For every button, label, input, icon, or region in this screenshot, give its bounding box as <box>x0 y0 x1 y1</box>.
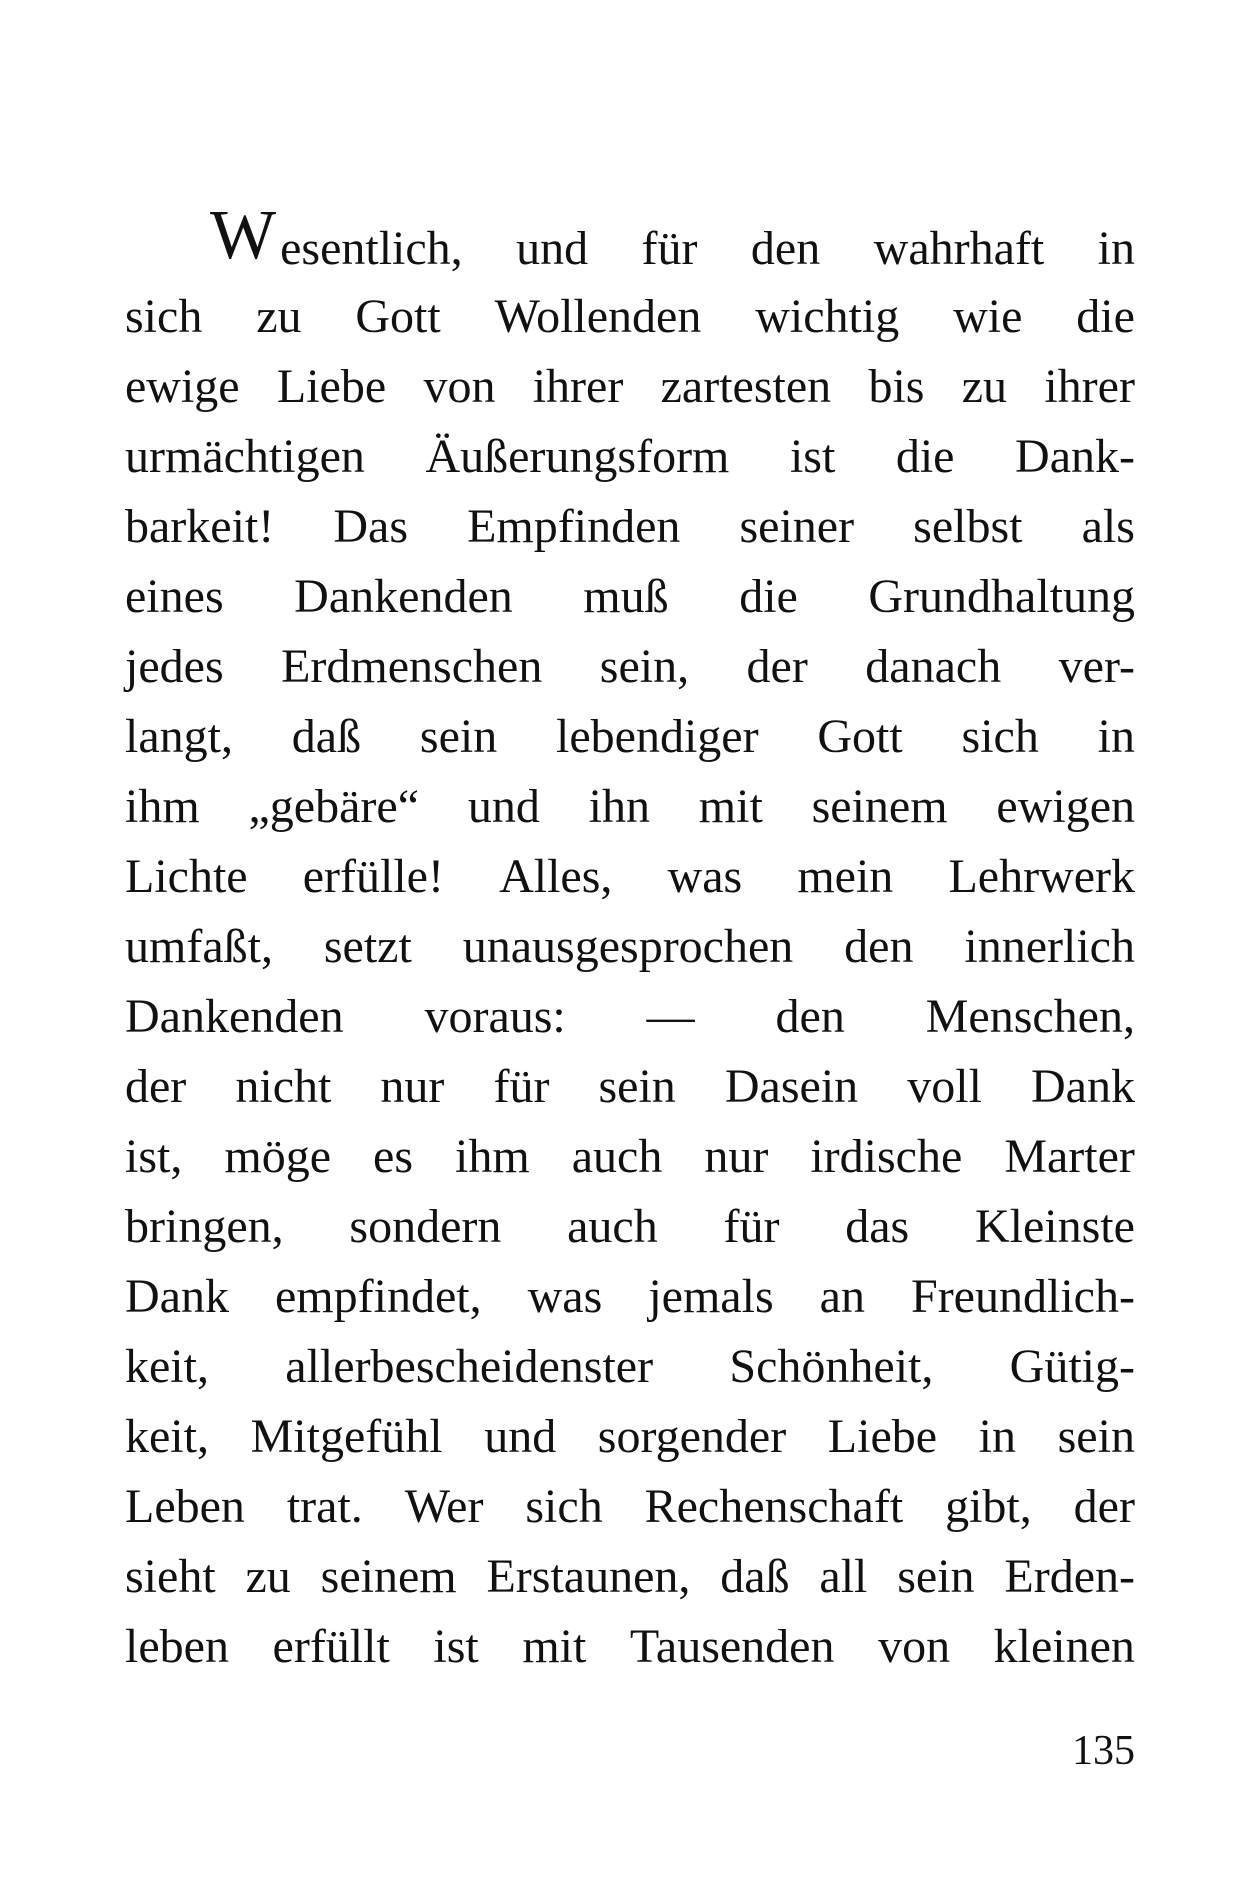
word: mit <box>522 1620 587 1673</box>
word: und <box>484 1410 557 1463</box>
word: Wollenden <box>494 290 702 343</box>
text-line <box>125 1472 1135 1542</box>
word: irdische <box>810 1130 963 1183</box>
text-line <box>125 1542 1135 1612</box>
word: Dankenden <box>294 570 513 623</box>
word: wichtig <box>755 290 900 343</box>
word: ver- <box>1058 640 1135 693</box>
word: ihm <box>455 1130 530 1183</box>
word: auch <box>571 1130 663 1183</box>
first-line-text <box>280 214 1135 284</box>
word: Erdmenschen <box>281 640 543 693</box>
word: Lichte <box>125 850 248 903</box>
word: zu <box>256 290 302 343</box>
word: Empfinden <box>467 500 681 553</box>
text-line <box>125 1052 1135 1122</box>
word: ist <box>789 430 836 483</box>
word: wahrhaft <box>873 222 1045 275</box>
word: erfüllt <box>272 1620 390 1673</box>
word: sein, <box>599 640 690 693</box>
word: auch <box>567 1200 658 1253</box>
word: „gebäre“ <box>248 780 419 833</box>
word: bis <box>868 360 925 413</box>
word: nicht <box>235 1060 332 1113</box>
word: das <box>845 1200 910 1253</box>
word: innerlich <box>964 920 1135 973</box>
word: seiner <box>739 500 855 553</box>
word: als <box>1081 500 1135 553</box>
word: selbst <box>913 500 1023 553</box>
word: sieht <box>125 1550 216 1603</box>
word: Tausenden <box>629 1620 835 1673</box>
word: voraus: <box>424 990 566 1043</box>
text-line <box>125 1402 1135 1472</box>
body-text <box>125 197 1135 1682</box>
word: leben <box>125 1620 229 1673</box>
word: in <box>978 1410 1017 1463</box>
word: erfülle! <box>302 850 444 903</box>
word: zartesten <box>660 360 832 413</box>
word: Mitgefühl <box>250 1410 443 1463</box>
text-line <box>125 282 1135 352</box>
word: sorgender <box>597 1410 787 1463</box>
text-line <box>125 982 1135 1052</box>
word: empfindet, <box>275 1270 482 1323</box>
word: Gott <box>817 710 903 763</box>
word: Liebe <box>276 360 387 413</box>
word: und <box>467 780 540 833</box>
word: Gütig- <box>1009 1340 1135 1393</box>
word: Grundhaltung <box>868 570 1135 623</box>
word: Erden- <box>1004 1550 1135 1603</box>
word: seinem <box>811 780 948 833</box>
word: Schönheit, <box>729 1340 934 1393</box>
word: ihn <box>588 780 650 833</box>
word: der <box>1073 1480 1135 1533</box>
word: von <box>423 360 496 413</box>
word: Das <box>333 500 408 553</box>
word: keit, <box>125 1410 209 1463</box>
word: in <box>1097 222 1135 275</box>
word: ihm <box>125 780 200 833</box>
word: die <box>895 430 955 483</box>
word: langt, <box>125 710 233 763</box>
word: den <box>750 222 821 275</box>
word: unausgesprochen <box>462 920 794 973</box>
word: zu <box>961 360 1008 413</box>
word: muß <box>583 570 669 623</box>
word: Dasein <box>724 1060 859 1113</box>
word: sein <box>598 1060 676 1113</box>
word: keit, <box>125 1340 209 1393</box>
word: Dank <box>1030 1060 1135 1113</box>
word: trat. <box>286 1480 363 1533</box>
text-line <box>125 842 1135 912</box>
page-number: 135 <box>1072 1728 1135 1774</box>
word: Menschen, <box>925 990 1135 1043</box>
word: Marter <box>1004 1130 1135 1183</box>
word: Lehrwerk <box>948 850 1135 903</box>
word: umfaßt, <box>125 920 273 973</box>
text-line <box>125 1192 1135 1262</box>
text-line <box>125 422 1135 492</box>
text-line-first <box>125 197 1135 282</box>
word: die <box>739 570 798 623</box>
word: Liebe <box>827 1410 938 1463</box>
word: Alles, <box>499 850 613 903</box>
word: für <box>493 1060 550 1113</box>
text-line <box>125 492 1135 562</box>
word: ist <box>433 1620 479 1673</box>
word: jedes <box>125 640 224 693</box>
word: Leben <box>125 1480 245 1533</box>
word: ewigen <box>996 780 1135 833</box>
word: voll <box>907 1060 982 1113</box>
word: Rechenschaft <box>644 1480 904 1533</box>
word: ewige <box>125 360 240 413</box>
word: die <box>1076 290 1135 343</box>
word: was <box>527 1270 603 1323</box>
word: jemals <box>648 1270 774 1323</box>
word: ist, <box>125 1130 183 1183</box>
word: sich <box>961 710 1039 763</box>
text-line <box>125 352 1135 422</box>
word: sein <box>897 1550 975 1603</box>
word: urmächtigen <box>125 430 365 483</box>
word: zu <box>245 1550 291 1603</box>
drop-cap: W <box>210 197 277 274</box>
word: Gott <box>355 290 441 343</box>
word: allerbescheidenster <box>285 1340 654 1393</box>
word: barkeit! <box>125 500 275 553</box>
word: ihrer <box>532 360 624 413</box>
text-line <box>125 702 1135 772</box>
text-line <box>125 1332 1135 1402</box>
word: und <box>516 222 589 275</box>
word: daß <box>720 1550 790 1603</box>
word: — <box>646 990 695 1043</box>
word: bringen, <box>125 1200 284 1253</box>
word: sein <box>419 710 498 763</box>
word: sich <box>125 290 203 343</box>
word: den <box>844 920 914 973</box>
word: ihrer <box>1044 360 1135 413</box>
word: Dank <box>125 1270 229 1323</box>
word: sein <box>1057 1410 1135 1463</box>
word: Wer <box>404 1480 484 1533</box>
word: Kleinste <box>974 1200 1135 1253</box>
word: Erstaunen, <box>486 1550 691 1603</box>
word: nur <box>704 1130 769 1183</box>
word: lebendiger <box>556 710 759 763</box>
word: möge <box>224 1130 332 1183</box>
word: der <box>746 640 808 693</box>
text-line <box>125 912 1135 982</box>
word: Äußerungsform <box>425 430 730 483</box>
word: Dankenden <box>125 990 344 1043</box>
word: für <box>723 1200 780 1253</box>
text-line <box>125 1612 1135 1682</box>
text-line <box>125 1262 1135 1332</box>
word: den <box>775 990 845 1043</box>
word: sondern <box>349 1200 502 1253</box>
word: mein <box>797 850 894 903</box>
word: Freundlich- <box>911 1270 1135 1323</box>
word: der <box>125 1060 187 1113</box>
word: seinem <box>320 1550 457 1603</box>
word: von <box>878 1620 951 1673</box>
word: kleinen <box>993 1620 1135 1673</box>
word: setzt <box>323 920 412 973</box>
word: sich <box>525 1480 603 1533</box>
word: Dank- <box>1015 430 1135 483</box>
word: esentlich, <box>280 222 463 275</box>
word: an <box>819 1270 865 1323</box>
word: daß <box>291 710 362 763</box>
text-line <box>125 772 1135 842</box>
text-line <box>125 1122 1135 1192</box>
text-line <box>125 562 1135 632</box>
word: wie <box>953 290 1023 343</box>
word: gibt, <box>945 1480 1032 1533</box>
word: was <box>667 850 743 903</box>
word: all <box>819 1550 868 1603</box>
word: in <box>1097 710 1135 763</box>
text-lines <box>125 282 1135 1682</box>
word: für <box>641 222 698 275</box>
word: danach <box>865 640 1002 693</box>
word: es <box>373 1130 414 1183</box>
word: eines <box>125 570 224 623</box>
word: mit <box>698 780 763 833</box>
text-line <box>125 632 1135 702</box>
word: nur <box>380 1060 445 1113</box>
